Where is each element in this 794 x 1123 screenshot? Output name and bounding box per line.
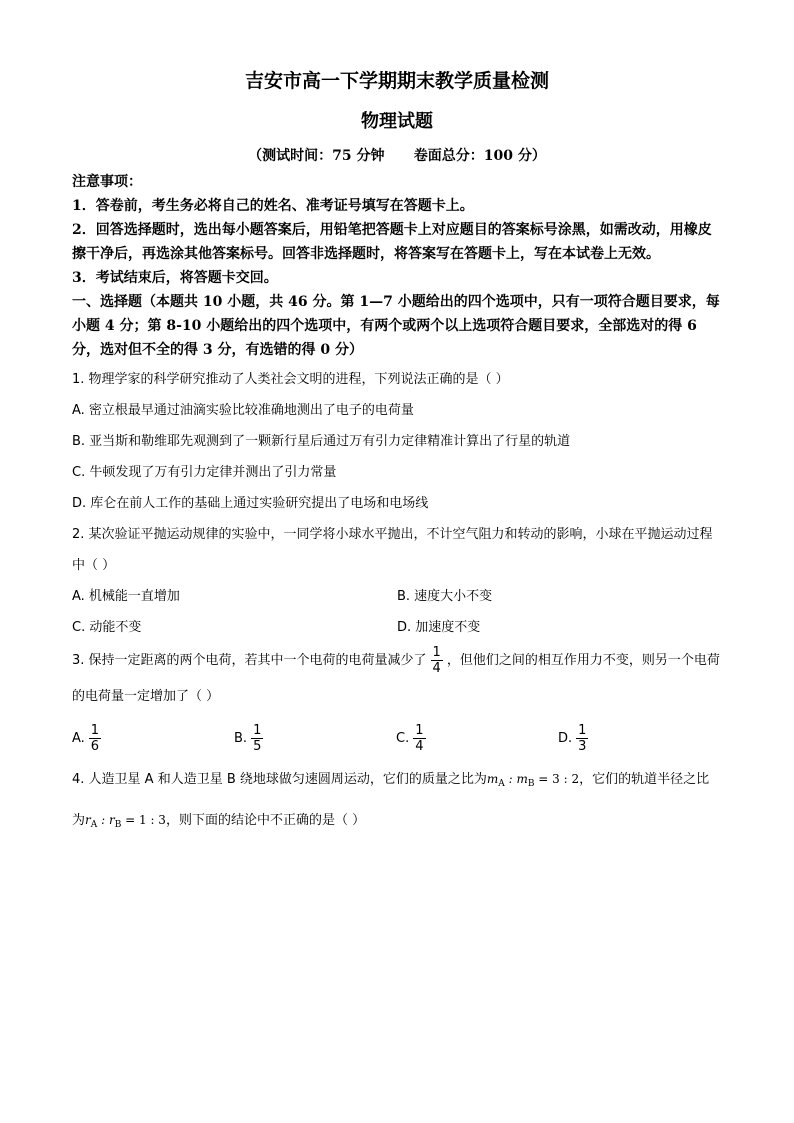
question-3 [72, 643, 722, 761]
fraction-denominator: 4 [415, 738, 424, 754]
radius-ratio: $r_A$ : $r_B = 1$ : 3 [85, 813, 166, 830]
fraction-denominator: 5 [253, 738, 262, 754]
option-a [72, 723, 234, 754]
fraction-numerator: 1 [578, 722, 587, 738]
option-b [234, 723, 396, 754]
option-row [72, 612, 722, 643]
fraction-denominator: 3 [578, 738, 587, 754]
option-c [396, 723, 558, 754]
option-d: D. 库仑在前人工作的基础上通过实验研究提出了电场和电场线 [72, 496, 429, 511]
notice-block [72, 170, 722, 290]
question-stem: 1. 物理学家的科学研究推动了人类社会文明的进程，下列说法正确的是（ ） [72, 372, 509, 387]
notice-item: 2．回答选择题时，选出每小题答案后，用铅笔把答题卡上对应题目的答案标号涂黑，如需改动，用橡皮擦干净后，再选涂其他答案标号。回答非选择题时，将答案写在答题卡上，写在本试卷上无效。 [72, 222, 712, 262]
stem-text: ，它们的轨道半径之比为 [72, 772, 710, 828]
option-label: A. [72, 730, 85, 746]
exam-title: 吉安市高一下学期期末教学质量检测 [244, 70, 549, 92]
fraction-numerator: 1 [432, 645, 441, 660]
stem-text: 4. 人造卫星 A 和人造卫星 B 绕地球做匀速圆周运动，它们的质量之比为 [72, 772, 487, 787]
fraction [89, 723, 101, 754]
mass-ratio: $m_A$ : $m_B = 3$ : 2 [486, 772, 580, 789]
option-label: B. [234, 730, 248, 746]
mass-ratio-value: 3 : 2 [552, 772, 580, 786]
exam-meta: （测试时间：75 分钟 卷面总分：100 分） [248, 148, 546, 164]
stem-text: 3. 保持一定距离的两个电荷，若其中一个电荷的电荷量减少了 [72, 653, 427, 668]
fraction [431, 645, 443, 676]
section-heading: 一、选择题（本题共 10 小题，共 46 分。第 1—7 小题给出的四个选项中，只有一项符合题目要求，每小题 4 分；第 8-10 小题给出的四个选项中，有两个或两个以上选项符合题目要求，全部选对的得 6 分，选对但不全的得 3 分，有选错的得 0 分） [72, 294, 720, 358]
question-stem: 2. 某次验证平抛运动规律的实验中，一同学将小球水平抛出，不计空气阻力和转动的影响，小球在平抛运动过程中（ ） [72, 527, 713, 573]
notice-heading: 注意事项： [72, 174, 142, 190]
fraction-denominator: 4 [432, 661, 441, 676]
option-b: B. 速度大小不变 [397, 589, 493, 604]
exam-page [72, 68, 722, 843]
fraction [251, 723, 263, 754]
notice-item: 1．答卷前，考生务必将自己的姓名、准考证号填写在答题卡上。 [72, 198, 474, 214]
option-d [558, 723, 720, 754]
option-c: C. 动能不变 [72, 620, 142, 635]
radius-ratio-value: 1 : 3 [139, 813, 166, 827]
option-c: C. 牛顿发现了万有引力定律并测出了引力常量 [72, 465, 337, 480]
question-stem [72, 643, 722, 715]
fraction-denominator: 6 [90, 738, 100, 754]
question-stem [72, 761, 722, 843]
fraction-numerator: 1 [90, 722, 100, 738]
fraction-numerator: 1 [415, 722, 424, 738]
option-row [72, 581, 722, 612]
fraction [413, 723, 425, 754]
option-a: A. 密立根最早通过油滴实验比较准确地测出了电子的电荷量 [72, 403, 414, 418]
exam-subtitle: 物理试题 [361, 111, 433, 132]
stem-text: ，则下面的结论中不正确的是（ ） [165, 813, 366, 828]
fraction-numerator: 1 [253, 722, 262, 738]
option-label: C. [396, 730, 410, 746]
option-b: B. 亚当斯和勒维耶先观测到了一颗新行星后通过万有引力定律精准计算出了行星的轨道 [72, 434, 571, 449]
fraction [576, 723, 588, 754]
question-1 [72, 364, 722, 519]
option-row [72, 715, 722, 761]
option-label: D. [558, 730, 573, 746]
option-d: D. 加速度不变 [397, 620, 481, 635]
stem-text: ，但他们之间的相互作用力不变，则另一个电荷的电荷量一定增加了（ ） [72, 653, 720, 704]
option-a: A. 机械能一直增加 [72, 589, 180, 604]
question-4 [72, 761, 722, 843]
question-2 [72, 519, 722, 643]
notice-item: 3．考试结束后，将答题卡交回。 [72, 270, 278, 286]
